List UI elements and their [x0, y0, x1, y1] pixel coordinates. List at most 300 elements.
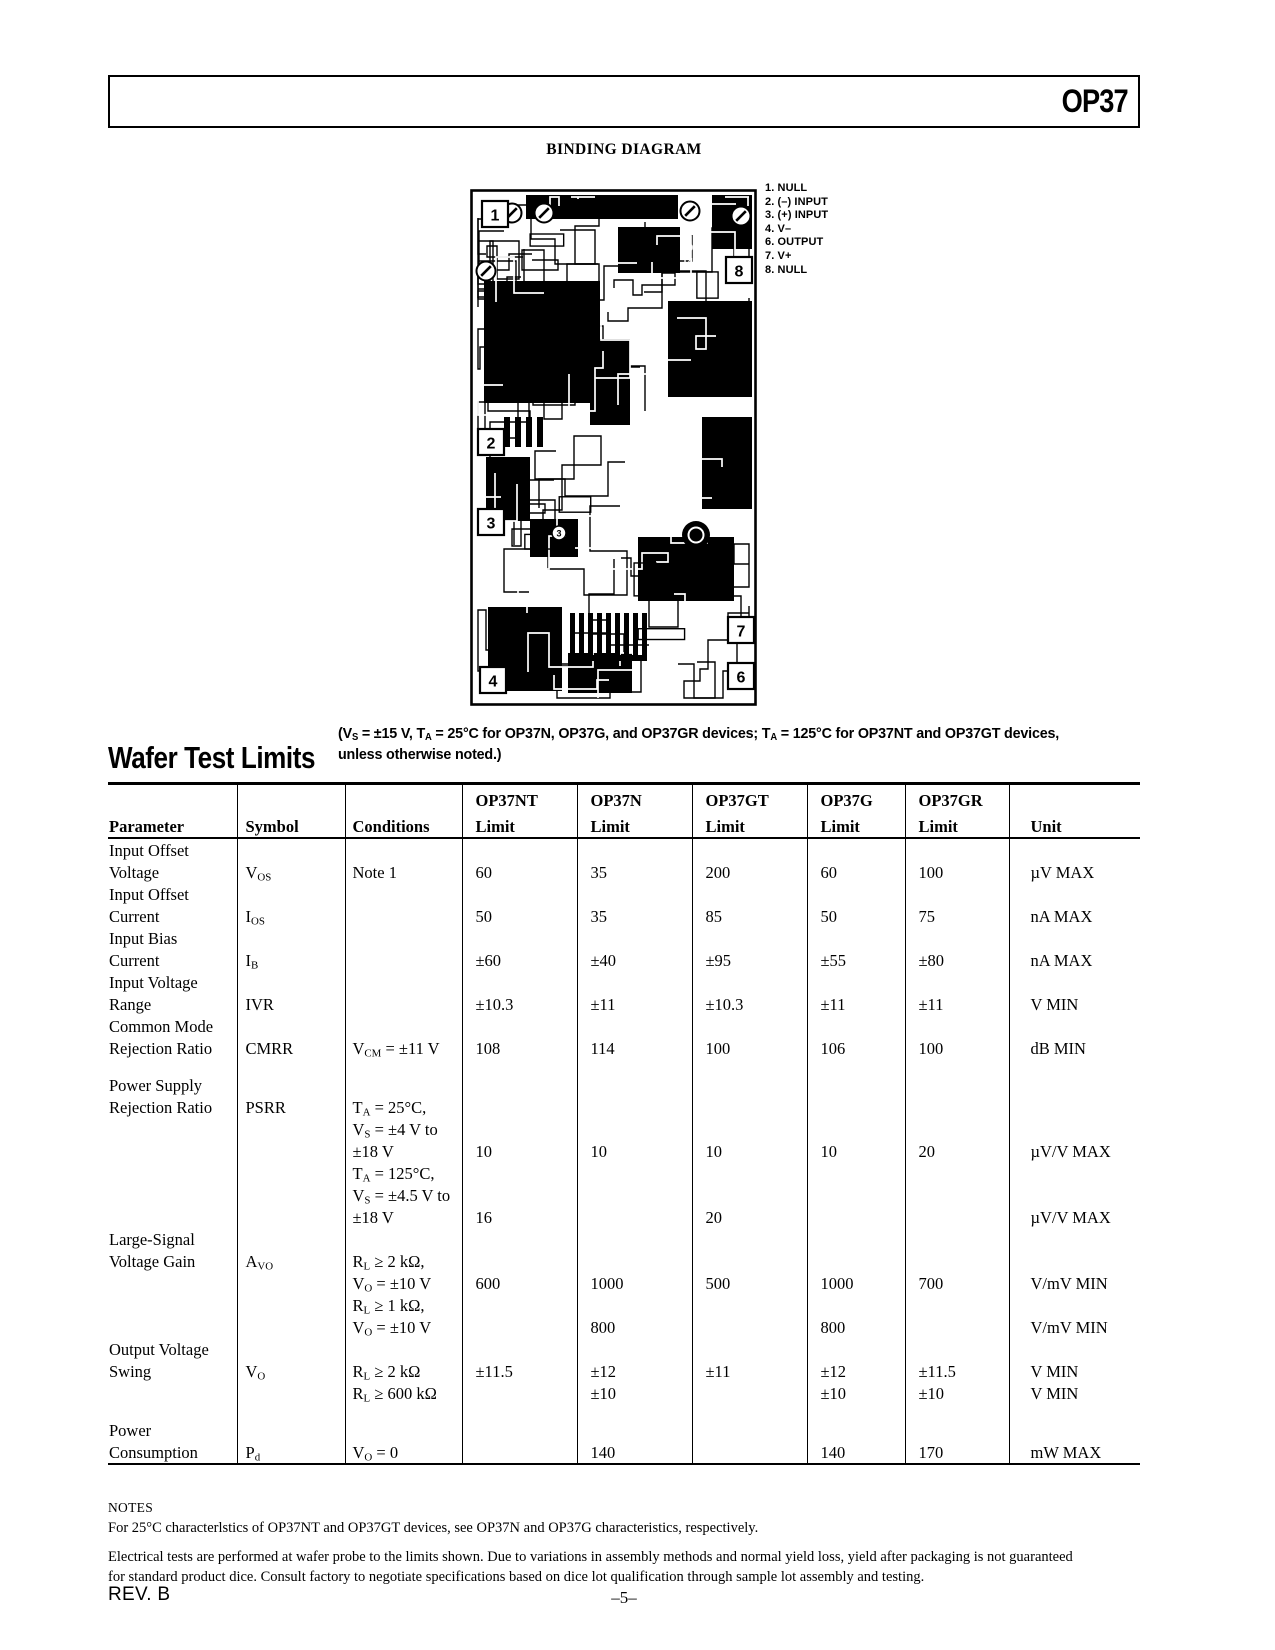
table-cell: $V_O = \pm 10$ V — [345, 1272, 462, 1294]
table-cell — [237, 1272, 345, 1294]
table-cell: V/mV MIN — [1009, 1272, 1140, 1294]
table-cell — [108, 1118, 237, 1140]
table-cell: $P_d$ — [237, 1441, 345, 1464]
table-cell: ±40 — [577, 949, 692, 971]
table-cell: 10 — [692, 1140, 807, 1162]
table-cell — [807, 1338, 905, 1360]
table-cell — [1009, 1294, 1140, 1316]
table-cell — [345, 971, 462, 993]
table-cell: 60 — [807, 861, 905, 883]
table-cell: $I_B$ — [237, 949, 345, 971]
table-cell: 100 — [692, 1037, 807, 1059]
table-cell: Voltage — [109, 863, 160, 882]
table-cell — [692, 1074, 807, 1096]
table-cell — [1009, 1059, 1140, 1074]
table-header — [108, 784, 1140, 839]
table-cell — [462, 1059, 577, 1074]
table-cell — [692, 1382, 807, 1404]
table-cell — [237, 1074, 345, 1096]
table-body — [108, 838, 1140, 1464]
svg-text:1427U: 1427U — [682, 257, 712, 268]
table-cell — [108, 1272, 237, 1294]
table-cell — [905, 1015, 1009, 1037]
table-cell — [692, 1419, 807, 1441]
pin-label: 8. NULL — [765, 263, 808, 276]
table-cell — [905, 971, 1009, 993]
table-cell: 50 — [462, 905, 577, 927]
table-cell: $V_{CM} = \pm 11$ V — [345, 1037, 462, 1059]
table-cell — [462, 1118, 577, 1140]
header-cell-conditions: Conditions — [345, 811, 462, 838]
table-cell: ±60 — [462, 949, 577, 971]
table-row — [108, 1316, 1140, 1338]
table-cell: ±18 V — [345, 1206, 462, 1228]
table-cell — [692, 1338, 807, 1360]
table-cell — [1009, 838, 1140, 861]
table-cell: Swing — [109, 1362, 152, 1381]
svg-text:1990: 1990 — [682, 243, 705, 254]
table-cell: ±10.3 — [692, 993, 807, 1015]
table-cell — [462, 1338, 577, 1360]
notes-section — [108, 1498, 1172, 1587]
binding-diagram-title: BINDING DIAGRAM — [546, 141, 702, 158]
table-row — [108, 1140, 1140, 1162]
table-cell — [108, 1316, 237, 1338]
table-cell: Current — [109, 907, 160, 926]
table-cell — [462, 883, 577, 905]
table-cell — [237, 1404, 345, 1419]
table-cell: 800 — [577, 1316, 692, 1338]
table-cell — [905, 838, 1009, 861]
table-cell: Power Supply — [109, 1076, 203, 1095]
table-cell — [577, 1096, 692, 1118]
table-cell — [692, 838, 807, 861]
table-cell — [345, 1059, 462, 1074]
table-cell — [692, 1316, 807, 1338]
device-header-row — [108, 784, 1140, 812]
table-cell — [108, 1404, 237, 1419]
table-cell — [905, 1118, 1009, 1140]
table-row — [108, 905, 1140, 927]
table-cell — [692, 1404, 807, 1419]
table-cell — [462, 1441, 577, 1464]
table-cell: ±12 — [807, 1360, 905, 1382]
table-cell: Range — [109, 995, 152, 1014]
table-cell — [237, 1162, 345, 1184]
table-cell: ±11 — [577, 993, 692, 1015]
page-number: –5– — [611, 1588, 637, 1607]
table-cell: Consumption — [109, 1443, 198, 1462]
table-cell: IVR — [237, 993, 345, 1015]
table-cell — [692, 1228, 807, 1250]
table-cell: 700 — [905, 1272, 1009, 1294]
conditions-line-2: unless otherwise noted.) — [338, 746, 502, 763]
table-cell — [807, 1059, 905, 1074]
table-cell — [905, 1184, 1009, 1206]
table-cell — [345, 993, 462, 1015]
table-cell — [345, 883, 462, 905]
table-cell — [462, 927, 577, 949]
table-cell — [1009, 883, 1140, 905]
table-cell — [462, 1015, 577, 1037]
table-cell: 100 — [905, 861, 1009, 883]
table-row — [108, 949, 1140, 971]
table-cell: µV MAX — [1009, 861, 1140, 883]
table-cell: Note 1 — [345, 861, 462, 883]
table-cell — [108, 1294, 237, 1316]
table-row — [108, 1360, 1140, 1382]
table-cell — [237, 971, 345, 993]
table-cell — [807, 1404, 905, 1419]
table-cell — [905, 1250, 1009, 1272]
table-cell — [692, 883, 807, 905]
part-number-box — [108, 75, 1140, 128]
table-cell — [237, 1140, 345, 1162]
table-cell — [237, 1338, 345, 1360]
table-cell: 75 — [905, 905, 1009, 927]
svg-text:7: 7 — [736, 623, 746, 641]
table-cell: ±12 — [577, 1360, 692, 1382]
table-cell: Voltage Gain — [109, 1252, 196, 1271]
table-cell — [108, 1059, 237, 1074]
table-cell — [108, 1382, 237, 1404]
table-cell: ±18 V — [345, 1140, 462, 1162]
table-cell — [108, 1162, 237, 1184]
part-number: OP37 — [1061, 83, 1128, 119]
table-cell — [807, 838, 905, 861]
table-cell — [462, 1382, 577, 1404]
table-cell — [577, 927, 692, 949]
table-cell — [807, 1184, 905, 1206]
table-cell — [905, 1162, 1009, 1184]
table-cell: Current — [109, 951, 160, 970]
header-cell-device: OP37GR — [905, 784, 1009, 812]
table-row — [108, 1184, 1140, 1206]
table-cell — [577, 1184, 692, 1206]
table-cell: Input Bias — [109, 929, 178, 948]
table-cell — [237, 1294, 345, 1316]
table-cell — [1009, 1338, 1140, 1360]
table-cell — [345, 1338, 462, 1360]
svg-text:3: 3 — [486, 515, 496, 533]
table-cell — [462, 838, 577, 861]
table-cell — [692, 971, 807, 993]
table-cell: 35 — [577, 905, 692, 927]
table-row — [108, 1250, 1140, 1272]
table-cell — [462, 1184, 577, 1206]
table-cell: Common Mode — [109, 1017, 214, 1036]
table-cell: V MIN — [1009, 1360, 1140, 1382]
table-cell — [345, 1419, 462, 1441]
pin-label: 2. (–) INPUT — [765, 195, 828, 208]
note-1: For 25°C characterlstics of OP37NT and OP37GT devices, see OP37N and OP37G characteristics, respectively. — [108, 1520, 759, 1536]
table-row — [108, 1074, 1140, 1096]
table-cell — [905, 1338, 1009, 1360]
table-cell: $V_S = \pm 4$ V to — [345, 1118, 462, 1140]
table-cell — [462, 1162, 577, 1184]
table-cell — [1009, 1184, 1140, 1206]
table-cell: ±80 — [905, 949, 1009, 971]
pin-label: 7. V+ — [765, 249, 792, 262]
table-cell: $V_O = \pm 10$ V — [345, 1316, 462, 1338]
table-cell — [807, 1162, 905, 1184]
table-cell — [577, 1162, 692, 1184]
notes-heading: NOTES — [108, 1500, 153, 1515]
table-cell — [1009, 971, 1140, 993]
table-cell — [692, 1250, 807, 1272]
table-cell: ±10 — [577, 1382, 692, 1404]
table-cell — [577, 1206, 692, 1228]
table-cell — [462, 1316, 577, 1338]
table-cell: ±11.5 — [905, 1360, 1009, 1382]
table-cell — [905, 927, 1009, 949]
table-cell — [108, 1140, 237, 1162]
pin-label: 6. OUTPUT — [765, 236, 824, 249]
table-cell — [462, 1419, 577, 1441]
table-cell — [462, 971, 577, 993]
table-cell — [905, 1096, 1009, 1118]
table-cell: CMRR — [237, 1037, 345, 1059]
table-cell — [345, 1074, 462, 1096]
table-cell: 140 — [807, 1441, 905, 1464]
table-cell: ±95 — [692, 949, 807, 971]
table-cell — [345, 1404, 462, 1419]
table-cell — [462, 1250, 577, 1272]
table-cell — [577, 1250, 692, 1272]
table-cell — [1009, 1228, 1140, 1250]
table-cell: 10 — [462, 1140, 577, 1162]
table-cell: $R_L \ge 1$ kΩ, — [345, 1294, 462, 1316]
table-cell — [905, 1206, 1009, 1228]
table-row — [108, 1272, 1140, 1294]
die-layout-image — [470, 189, 757, 706]
table-cell — [1009, 1096, 1140, 1118]
table-cell — [345, 838, 462, 861]
table-cell: V MIN — [1009, 993, 1140, 1015]
table-row — [108, 838, 1140, 861]
table-cell — [807, 927, 905, 949]
table-cell: ±11 — [692, 1360, 807, 1382]
table-cell — [807, 971, 905, 993]
table-cell: $R_L \ge 2$ kΩ — [345, 1360, 462, 1382]
table-cell: V/mV MIN — [1009, 1316, 1140, 1338]
table-row — [108, 1441, 1140, 1464]
table-cell — [462, 1096, 577, 1118]
header-cell-limit: Limit — [905, 811, 1009, 838]
table-cell — [807, 1250, 905, 1272]
table-cell — [905, 1316, 1009, 1338]
table-row — [108, 1382, 1140, 1404]
label-header-row — [108, 811, 1140, 838]
table-cell — [1009, 1419, 1140, 1441]
header-cell — [237, 784, 345, 812]
table-cell: 85 — [692, 905, 807, 927]
header-cell-device: OP37G — [807, 784, 905, 812]
table-cell — [577, 971, 692, 993]
table-cell — [1009, 1118, 1140, 1140]
table-cell — [905, 1404, 1009, 1419]
table-row — [108, 993, 1140, 1015]
table-cell — [577, 1118, 692, 1140]
table-cell — [1009, 927, 1140, 949]
table-cell — [905, 883, 1009, 905]
table-cell — [905, 1419, 1009, 1441]
table-cell: 35 — [577, 861, 692, 883]
table-cell: $R_L \ge 600$ kΩ — [345, 1382, 462, 1404]
table-cell: PSRR — [237, 1096, 345, 1118]
header-cell-limit: Limit — [692, 811, 807, 838]
table-cell — [807, 1015, 905, 1037]
table-cell: ±11 — [807, 993, 905, 1015]
table-cell — [462, 1294, 577, 1316]
table-cell: Power — [109, 1421, 152, 1440]
table-cell: $A_{VO}$ — [237, 1250, 345, 1272]
table-cell — [692, 1294, 807, 1316]
section-title: Wafer Test Limits — [108, 740, 316, 775]
table-cell: nA MAX — [1009, 905, 1140, 927]
header-cell-device: OP37N — [577, 784, 692, 812]
table-cell — [237, 1228, 345, 1250]
svg-text:3: 3 — [556, 528, 562, 539]
table-cell: Rejection Ratio — [109, 1039, 213, 1058]
header-cell-unit: Unit — [1009, 811, 1140, 838]
table-cell — [692, 1162, 807, 1184]
table-cell: V MIN — [1009, 1382, 1140, 1404]
table-cell — [577, 883, 692, 905]
conditions-line-1: ($V_S = \pm 15$ V, $T_A = 25^\circ C$ for OP37N, OP37G, and OP37GR devices; $T_A = 125^\circ C$ for OP37NT and OP37GT devices, — [338, 725, 1060, 744]
table-cell: Large-Signal — [109, 1230, 195, 1249]
table-cell — [345, 905, 462, 927]
table-cell: $V_{OS}$ — [237, 861, 345, 883]
table-cell — [345, 927, 462, 949]
table-cell — [807, 1294, 905, 1316]
table-cell — [692, 1184, 807, 1206]
table-cell: $T_A = 25^\circ C$, — [345, 1096, 462, 1118]
table-cell — [807, 1206, 905, 1228]
table-cell — [692, 1059, 807, 1074]
table-cell — [807, 1118, 905, 1140]
table-cell: $V_O = 0$ — [345, 1441, 462, 1464]
table-cell: $V_S = \pm 4.5$ V to — [345, 1184, 462, 1206]
table-cell — [237, 1015, 345, 1037]
svg-text:1: 1 — [490, 207, 500, 225]
table-cell — [692, 1118, 807, 1140]
table-row — [108, 1037, 1140, 1059]
table-cell — [345, 949, 462, 971]
table-cell — [237, 1118, 345, 1140]
table-cell: $V_O$ — [237, 1360, 345, 1382]
wafer-test-limits-table — [108, 782, 1140, 1465]
svg-text:6: 6 — [736, 669, 746, 687]
table-cell — [1009, 1404, 1140, 1419]
table-cell — [1009, 1015, 1140, 1037]
table-row — [108, 1228, 1140, 1250]
table-cell: ±10.3 — [462, 993, 577, 1015]
table-cell — [807, 1419, 905, 1441]
table-cell: 10 — [577, 1140, 692, 1162]
table-cell — [237, 1184, 345, 1206]
table-cell — [108, 1184, 237, 1206]
table-spacer-row — [108, 1059, 1140, 1074]
table-cell: µV/V MAX — [1009, 1206, 1140, 1228]
table-cell: ±11.5 — [462, 1360, 577, 1382]
table-cell: Input Voltage — [109, 973, 198, 992]
table-cell — [237, 1382, 345, 1404]
table-cell — [237, 883, 345, 905]
table-row — [108, 1096, 1140, 1118]
pin-label: 4. V– — [765, 222, 792, 235]
table-cell — [692, 1096, 807, 1118]
table-cell: 140 — [577, 1441, 692, 1464]
table-row — [108, 927, 1140, 949]
table-cell: Input Offset — [109, 841, 189, 860]
table-cell — [905, 1059, 1009, 1074]
table-cell: $I_{OS}$ — [237, 905, 345, 927]
table-cell: Output Voltage — [109, 1340, 209, 1359]
table-cell: nA MAX — [1009, 949, 1140, 971]
table-cell: 20 — [692, 1206, 807, 1228]
table-cell: 1000 — [807, 1272, 905, 1294]
table-row — [108, 1015, 1140, 1037]
pin-label-list — [765, 182, 828, 277]
table-cell — [692, 1441, 807, 1464]
header-cell-device: OP37GT — [692, 784, 807, 812]
table-cell — [462, 1074, 577, 1096]
table-cell — [807, 1096, 905, 1118]
header-cell-parameter: Parameter — [109, 817, 185, 836]
table-cell — [462, 1404, 577, 1419]
table-cell — [577, 1059, 692, 1074]
table-cell: 108 — [462, 1037, 577, 1059]
table-cell: ±10 — [807, 1382, 905, 1404]
table-cell — [905, 1074, 1009, 1096]
table-cell: 200 — [692, 861, 807, 883]
table-cell — [237, 1316, 345, 1338]
table-cell — [1009, 1074, 1140, 1096]
header-cell-limit: Limit — [577, 811, 692, 838]
table-cell — [577, 1228, 692, 1250]
table-cell: 800 — [807, 1316, 905, 1338]
table-cell: 600 — [462, 1272, 577, 1294]
header-cell — [345, 784, 462, 812]
table-cell — [237, 838, 345, 861]
table-cell: $R_L \ge 2$ kΩ, — [345, 1250, 462, 1272]
table-cell: 16 — [462, 1206, 577, 1228]
table-cell — [108, 1206, 237, 1228]
table-cell: Rejection Ratio — [109, 1098, 213, 1117]
table-cell: 50 — [807, 905, 905, 927]
svg-text:8: 8 — [734, 263, 744, 281]
header-cell-limit: Limit — [462, 811, 577, 838]
table-cell: 106 — [807, 1037, 905, 1059]
table-cell: ±10 — [905, 1382, 1009, 1404]
table-cell — [1009, 1162, 1140, 1184]
table-row — [108, 1162, 1140, 1184]
header-cell-device: OP37NT — [462, 784, 577, 812]
table-cell — [807, 883, 905, 905]
table-cell: $T_A = 125^\circ C$, — [345, 1162, 462, 1184]
table-cell — [237, 1206, 345, 1228]
table-row — [108, 971, 1140, 993]
revision-label: REV. B — [108, 1584, 171, 1605]
table-cell: 500 — [692, 1272, 807, 1294]
note-2-line-2: for standard product dice. Consult factory to negotiate specifications based on dice lot qualification through sample lot assembly and testing. — [108, 1569, 925, 1585]
table-cell — [1009, 1250, 1140, 1272]
table-cell — [577, 1074, 692, 1096]
table-cell: 1000 — [577, 1272, 692, 1294]
table-row — [108, 1338, 1140, 1360]
table-cell: ±11 — [905, 993, 1009, 1015]
